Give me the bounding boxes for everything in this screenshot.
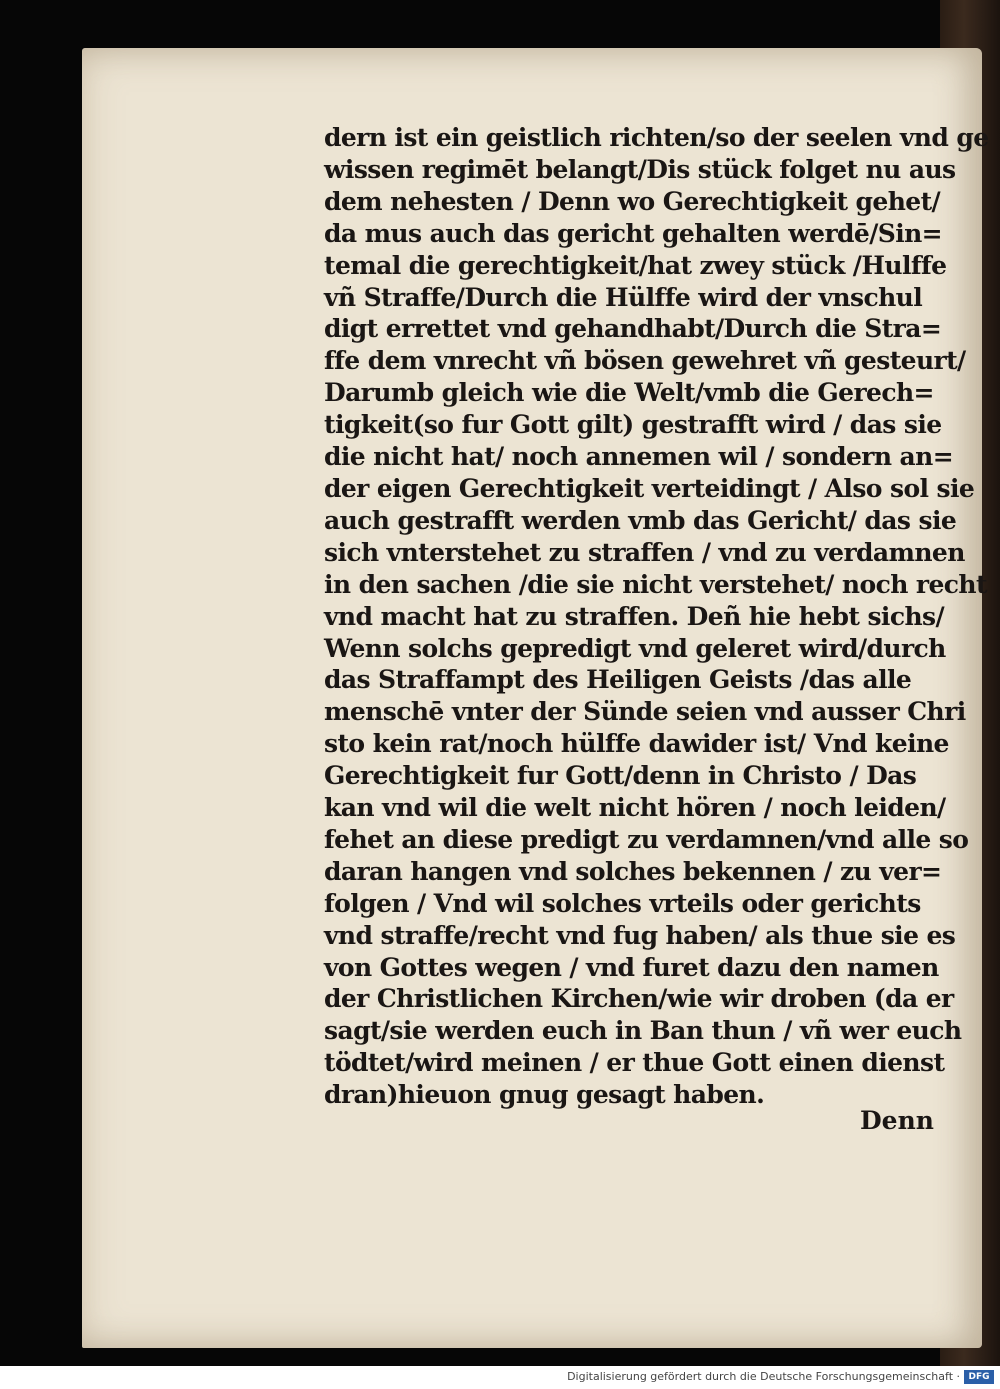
text-line: tödtet/wird meinen / er thue Gott einen dienst	[324, 1048, 945, 1078]
text-line: vñ Straffe/Durch die Hülffe wird der vnschul	[324, 282, 923, 312]
text-line: in den sachen /die sie nicht verstehet/ noch recht	[324, 569, 987, 599]
text-line: sagt/sie werden euch in Ban thun / vñ wer euch	[324, 1016, 962, 1046]
text-line: tigkeit(so fur Gott gilt) gestrafft wird / das sie	[324, 410, 942, 440]
text-line: Gerechtigkeit fur Gott/denn in Christo / Das	[324, 761, 917, 791]
text-line: ffe dem vnrecht vñ bösen gewehret vñ gesteurt/	[324, 346, 966, 376]
text-line: auch gestrafft werden vmb das Gericht/ das sie	[324, 505, 957, 535]
dfg-logo-icon: DFG	[964, 1370, 994, 1384]
text-line: die nicht hat/ noch annemen wil / sondern an=	[324, 442, 954, 472]
text-line: von Gottes wegen / vnd furet dazu den namen	[324, 952, 939, 982]
text-line: vnd straffe/recht vnd fug haben/ als thue sie es	[324, 920, 956, 950]
text-line: dem nehesten / Denn wo Gerechtigkeit gehet/	[324, 186, 941, 216]
text-line: Darumb gleich wie die Welt/vmb die Gerech=	[324, 378, 934, 408]
text-line: sich vnterstehet zu straffen / vnd zu verdamnen	[324, 537, 965, 567]
text-line: menschē vnter der Sünde seien vnd ausser Chri	[324, 697, 966, 727]
text-line: temal die gerechtigkeit/hat zwey stück /Hulffe	[324, 250, 947, 280]
text-line: kan vnd wil die welt nicht hören / noch leiden/	[324, 793, 946, 823]
text-block	[324, 122, 989, 1111]
footer-bar	[0, 1366, 1000, 1389]
text-line: der eigen Gerechtigkeit verteidingt / Also sol sie	[324, 473, 975, 503]
text-line: da mus auch das gericht gehalten werdē/Sin=	[324, 218, 943, 248]
text-line: wissen regimēt belangt/Dis stück folget nu aus	[324, 154, 956, 184]
text-line: digt errettet vnd gehandhabt/Durch die Stra=	[324, 314, 942, 344]
text-line: folgen / Vnd wil solches vrteils oder gerichts	[324, 888, 921, 918]
text-line: dran)hieuon gnug gesagt haben.	[324, 1080, 765, 1110]
text-line: fehet an diese predigt zu verdamnen/vnd alle so	[324, 824, 969, 854]
text-line: der Christlichen Kirchen/wie wir droben (da er	[324, 984, 954, 1014]
book-page	[82, 48, 989, 1348]
funding-notice: Digitalisierung gefördert durch die Deutsche Forschungsgemeinschaft ·	[567, 1370, 960, 1383]
text-line: das Straffampt des Heiligen Geists /das alle	[324, 665, 912, 695]
catchword: Denn	[860, 1106, 934, 1135]
text-line: daran hangen vnd solches bekennen / zu ver=	[324, 856, 942, 886]
text-line: Wenn solchs gepredigt vnd geleret wird/durch	[324, 633, 946, 663]
text-line: vnd macht hat zu straffen. Deñ hie hebt sichs/	[324, 601, 945, 631]
text-line: dern ist ein geistlich richten/so der seelen vnd ge	[324, 123, 989, 152]
text-line: sto kein rat/noch hülffe dawider ist/ Vnd keine	[324, 729, 949, 759]
